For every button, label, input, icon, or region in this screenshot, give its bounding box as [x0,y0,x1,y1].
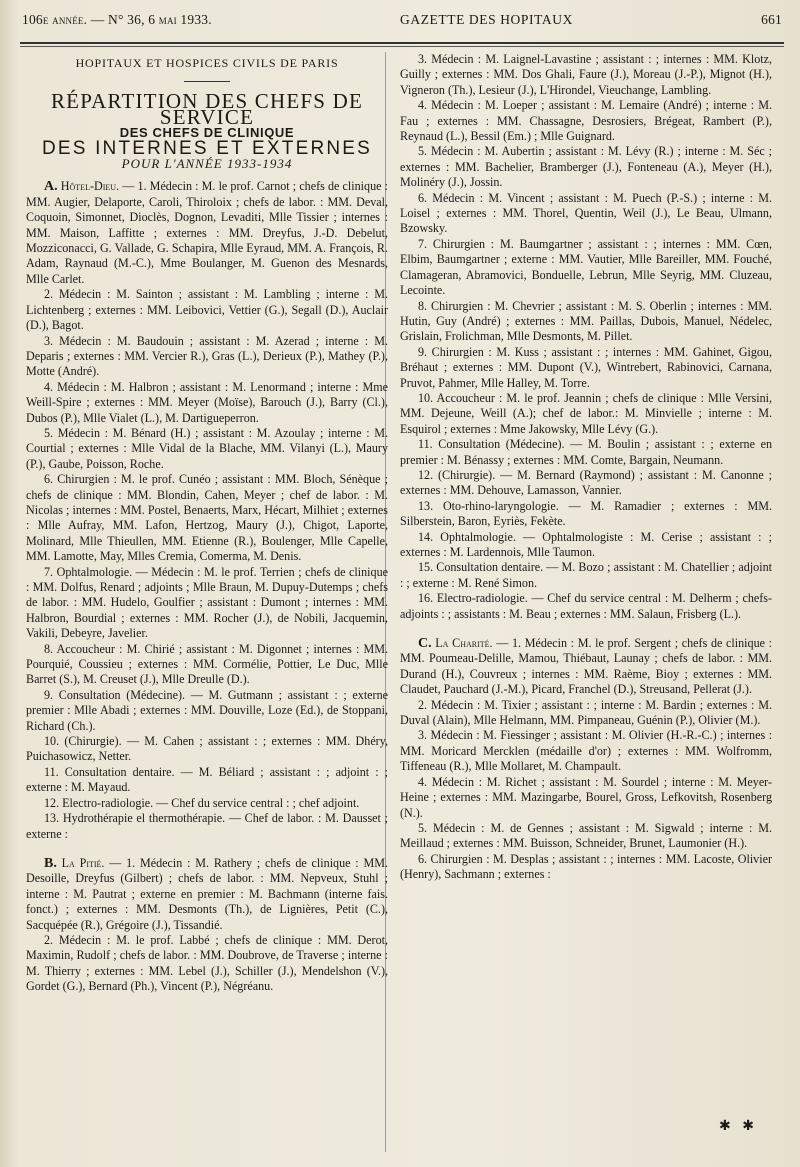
entry: 4. Médecin : M. Halbron ; assistant : M. Lenormand ; interne : Mme Weill-Spire ; externes : MM. Meyer (Moïse), Barouch (J.), Barry (Cl.), Dubos (P.), Mlle Vialet (L.), M. Dartigueperron. [26,379,388,425]
entry: 12. (Chirurgie). — M. Bernard (Raymond) ; assistant : M. Canonne ; externes : MM. Dehouve, Lamasson, Vannier. [400,467,772,498]
entry: 8. Accoucheur : M. Chirié ; assistant : M. Digonnet ; internes : MM. Pourquié, Coussieu ; externes : MM. Cormélie, Pottier, Le Duc, Mlle Barret (S.), M. Creuset (J.), Mlle Dreulle (D.). [26,641,388,687]
continuation-mark: ✱ ✱ [719,1119,758,1134]
section-b [26,856,388,995]
article-title: RÉPARTITION DES CHEFS DE SERVICE [50,89,364,129]
header-rule [20,42,784,44]
entry: 14. Ophtalmologie. — Ophtalmologiste : M. Cerise ; assistant : ; externes : M. Lardennois, Mlle Taumon. [400,529,772,559]
entry: 5. Médecin : M. de Gennes ; assistant : M. Sigwald ; interne : M. Meillaud ; externes : MM. Buisson, Schneider, Brunet, Laumonier (H.). [400,820,772,851]
left-column [26,56,388,995]
section-c-paragraph [400,636,772,698]
page-number: 661 [761,12,782,27]
entry: 2. Médecin : M. Tixier ; assistant : ; interne : M. Bardin ; externes : M. Duval (Alain), Mlle Helmann, MM. Pimpaneau, Guénin (P.), Olivier (M.). [400,697,772,728]
entry: 10. (Chirurgie). — M. Cahen ; assistant : ; externes : MM. Dhéry, Puichasowicz, Netter. [26,734,388,764]
entry: 16. Electro-radiologie. — Chef du service central : M. Delherm ; chefs-adjoints : ; assistants : M. Beau ; externes : MM. Salaun, Frisberg (L.). [400,591,772,621]
section-letter: C. [418,636,432,652]
entry: 9. Chirurgien : M. Kuss ; assistant : ; internes : MM. Gahinet, Gigou, Bréhaut ; externes : MM. Dupont (V.), Wintrebert, Rabinovici, Carnana, Pruvot, Pahmer, Mlle Halley, M. Torre. [400,344,772,390]
hospital-name: La Charité. [435,636,493,651]
entry: 11. Consultation (Médecine). — M. Boulin ; assistant : ; externe en premier : M. Bénassy ; externes : MM. Comte, Bargain, Neumann. [400,437,772,467]
entry: 4. Médecin : M. Richet ; assistant : M. Sourdel ; interne : M. Meyer-Heine ; externes : MM. Mazingarbe, Bourel, Gross, Lefkovitsh, Rosenberg (N.). [400,774,772,820]
hospital-name: Hôtel-Dieu. [60,179,120,194]
entry: 9. Consultation (Médecine). — M. Gutmann ; assistant : ; externe premier : Mlle Abadi ; externes : MM. Douville, Loze (Ed.), de Stoppani, Richard (Ch.). [26,687,388,733]
entry: 8. Chirurgien : M. Chevrier ; assistant : M. S. Oberlin ; internes : MM. Hutin, Guy (André) ; externes : MM. Paillas, Dubois, Manuel, Nédelec, Grislain, Frolichman, Mlle Desmonts, M. Pillet. [400,298,772,344]
entry: 13. Oto-rhino-laryngologie. — M. Ramadier ; externes : MM. Silberstein, Baron, Eyriès, Fekète. [400,498,772,529]
section-letter: A. [44,179,58,195]
entry: 3. Médecin : M. Fiessinger ; assistant : M. Olivier (H.-R.-C.) ; internes : MM. Moricard Mercklen (médaille d'or) ; externes : MM. Wolfromm, Tiffeneau (R.), Mlle Mollaret, M. Champault. [400,728,772,774]
hospital-name: La Pitié. [61,855,105,870]
article-year: POUR L'ANNÉE 1933-1934 [121,156,293,172]
entry: 3. Médecin : M. Baudouin ; assistant : M. Azerad ; interne : M. Deparis ; externes : MM. Vercier R.), Gras (L.), Derieux (P.), Mathey (P.), Motte (André). [26,333,388,379]
issue-info: 106e année. — N° 36, 6 mai 1933. [22,12,212,27]
section-b-paragraph [26,856,388,933]
entry: 5. Médecin : M. Aubertin ; assistant : M. Lévy (R.) ; interne : M. Séc ; externes : MM. Bachelier, Bramberger (J.), Fonteneau (A.), Meyer (H.), Molinéry (J.), Jossin. [400,144,772,190]
entry: 15. Consultation dentaire. — M. Bozo ; assistant : M. Chatellier ; adjoint : ; externe : M. René Simon. [400,560,772,590]
journal-title: GAZETTE DES HOPITAUX [400,12,573,27]
section-letter: B. [44,855,57,871]
entry: 6. Médecin : M. Vincent ; assistant : M. Puech (P.-S.) ; interne : M. Loisel ; externes : MM. Thorel, Quentin, Weil (J.), Le Beau, Ulmann, Bzowsky. [400,190,772,236]
entry: 3. Médecin : M. Laignel-Lavastine ; assistant : ; internes : MM. Klotz, Guilly ; externes : MM. Dos Ghali, Faure (J.), Moreau (J.-P.), Mignot (H.), Vigneron (Th.), Lesieur (J.), L'Hirondel, Vieuchange, Lambling. [400,52,772,97]
right-column [400,52,772,883]
section-c [400,636,772,883]
entry-text: — 1. Médecin : M. le prof. Carnot ; chefs de clinique : MM. Augier, Delaporte, Caroli, Thiroloix ; chefs de labor. : MM. Deval, Coquoin, Simonnet, Dioclès, Dognon, Levaditi, Mlle Tissier ; internes : MM. Maison, Laffitte ; externes : MM. Dreyfus, J.-D. Debelut, Mozziconacci, G. Vallade, G. Schapira, Mlle Eyraud, MM. A. François, R. Adam, Raynaud (M.-C.), Mme Boulanger, M. Guenon des Mesnards, Mlle Carlet. [26,179,388,286]
entry: 6. Chirurgien : M. le prof. Cunéo ; assistant : MM. Bloch, Sénèque ; chefs de clinique : MM. Blondin, Cahen, Meyer ; chef de labor. : M. Nicolas ; internes : MM. Postel, Benaerts, Marx, Hécart, Milhiet ; externes : Mlle Aufray, MM. Lafon, Hertzog, Maury (J.), Chigot, Laporte, Molinard, Mlle Thieullen, MM. Etienne (R.), Boulenger, Mlle Capelle, MM. Lamotte, May, Mlles Cremia, Comerma, M. Denis. [26,472,388,564]
entry: 5. Médecin : M. Bénard (H.) ; assistant : M. Azoulay ; interne : M. Courtial ; externes : Mlle Vidal de la Blache, MM. Vilanyi (L.), Maury (P.), Gaube, Poisson, Roche. [26,425,388,471]
entry: 7. Chirurgien : M. Baumgartner ; assistant : ; internes : MM. Cœn, Elbim, Baumgartner ; externe : MM. Vautier, Mlle Bareiller, MM. Fouché, Clamageran, Abramovici, Bonduelle, Lebrun, Mlle Seyrig, MM. Cluzeau, Lecointe. [400,236,772,298]
section-a [26,179,388,841]
header-rule-thin [20,46,784,47]
institution-heading: HOPITAUX ET HOSPICES CIVILS DE PARIS [75,56,339,70]
article-subtitle-2: DES INTERNES ET EXTERNES [41,137,373,159]
entry: 4. Médecin : M. Loeper ; assistant : M. Lemaire (André) ; interne : M. Fau ; externes : MM. Chassagne, Desrosiers, Brégeat, Rambert (P.), Reynaud (L.), Bessil (Em.) ; Mlle Guignard. [400,98,772,144]
entry: 2. Médecin : M. Sainton ; assistant : M. Lambling ; interne : M. Lichtenberg ; externes : MM. Leibovici, Vettier (G.), Segall (D.), Auclair (D.), Bagot. [26,287,388,333]
entry: 13. Hydrothérapie el thermothérapie. — Chef de labor. : M. Dausset ; externe : [26,811,388,841]
entry-text: — 1. Médecin : M. Rathery ; chefs de clinique : MM. Desoille, Dreyfus (Gilbert) ; chefs de labor. : MM. Nepveux, Stuhl ; interne : M. Pautrat ; externe en premier : M. Bachmann (interne fais. fonct.) ; externes : MM. Desmonts (Th.), de Lignières, Petit (C.), Sacquépée (R.), Grégoire (J.), Tissandié. [26,855,388,932]
article-subtitle-1: DES CHEFS DE CLINIQUE [119,125,295,141]
title-rule [184,81,230,82]
section-a-paragraph [26,179,388,287]
entry: 2. Médecin : M. le prof. Labbé ; chefs de clinique : MM. Derot, Maximin, Rudolf ; chefs de labor. : MM. Doubrove, de Traverse ; interne : M. Thierry ; externes : MM. Lebel (J.), Schiller (J.), Mendelshon (V.), Gordet (G.), Bernard (Ph.), Vincent (P.), Négréanu. [26,932,388,994]
page-header [22,12,782,36]
entry: 10. Accoucheur : M. le prof. Jeannin ; chefs de clinique : Mlle Versini, MM. Dejeune, Weill (A.); chef de labor.: M. Minvielle ; interne : M. Esquirol ; externes : Mme Jakowsky, Mlle Lévy (G.). [400,390,772,436]
entry: 6. Chirurgien : M. Desplas ; assistant : ; internes : MM. Lacoste, Olivier (Henry), Sachmann ; externes : [400,851,772,882]
entry: 12. Electro-radiologie. — Chef du service central : ; chef adjoint. [44,795,360,810]
entry: 11. Consultation dentaire. — M. Béliard ; assistant : ; adjoint : ; externe : M. Mayaud. [26,764,388,795]
entry: 7. Ophtalmologie. — Médecin : M. le prof. Terrien ; chefs de clinique : MM. Dolfus, Renard ; adjoints ; Mlle Braun, M. Dupuy-Dutemps ; chefs de labor. : MM. Hudelo, Goulfier ; assistant : Dumont ; internes : MM. Halbron, Bourdial ; externes : MM. Rocher (J.), de Nobili, Jacquemin, Vakili, Debeyre, Javelier. [26,564,388,641]
entry-text: — 1. Médecin : M. le prof. Sergent ; chefs de clinique : MM. Poumeau-Delille, Mamou, Thiébaut, Launay ; chefs de labor. : MM. Durand (H.), Couvreux ; internes : MM. Raème, Bioy ; externes : MM. Claudet, Pauchard (J.-M.), Picard, Franchel (D.), Streusand, Pellerat (J.). [400,636,773,697]
